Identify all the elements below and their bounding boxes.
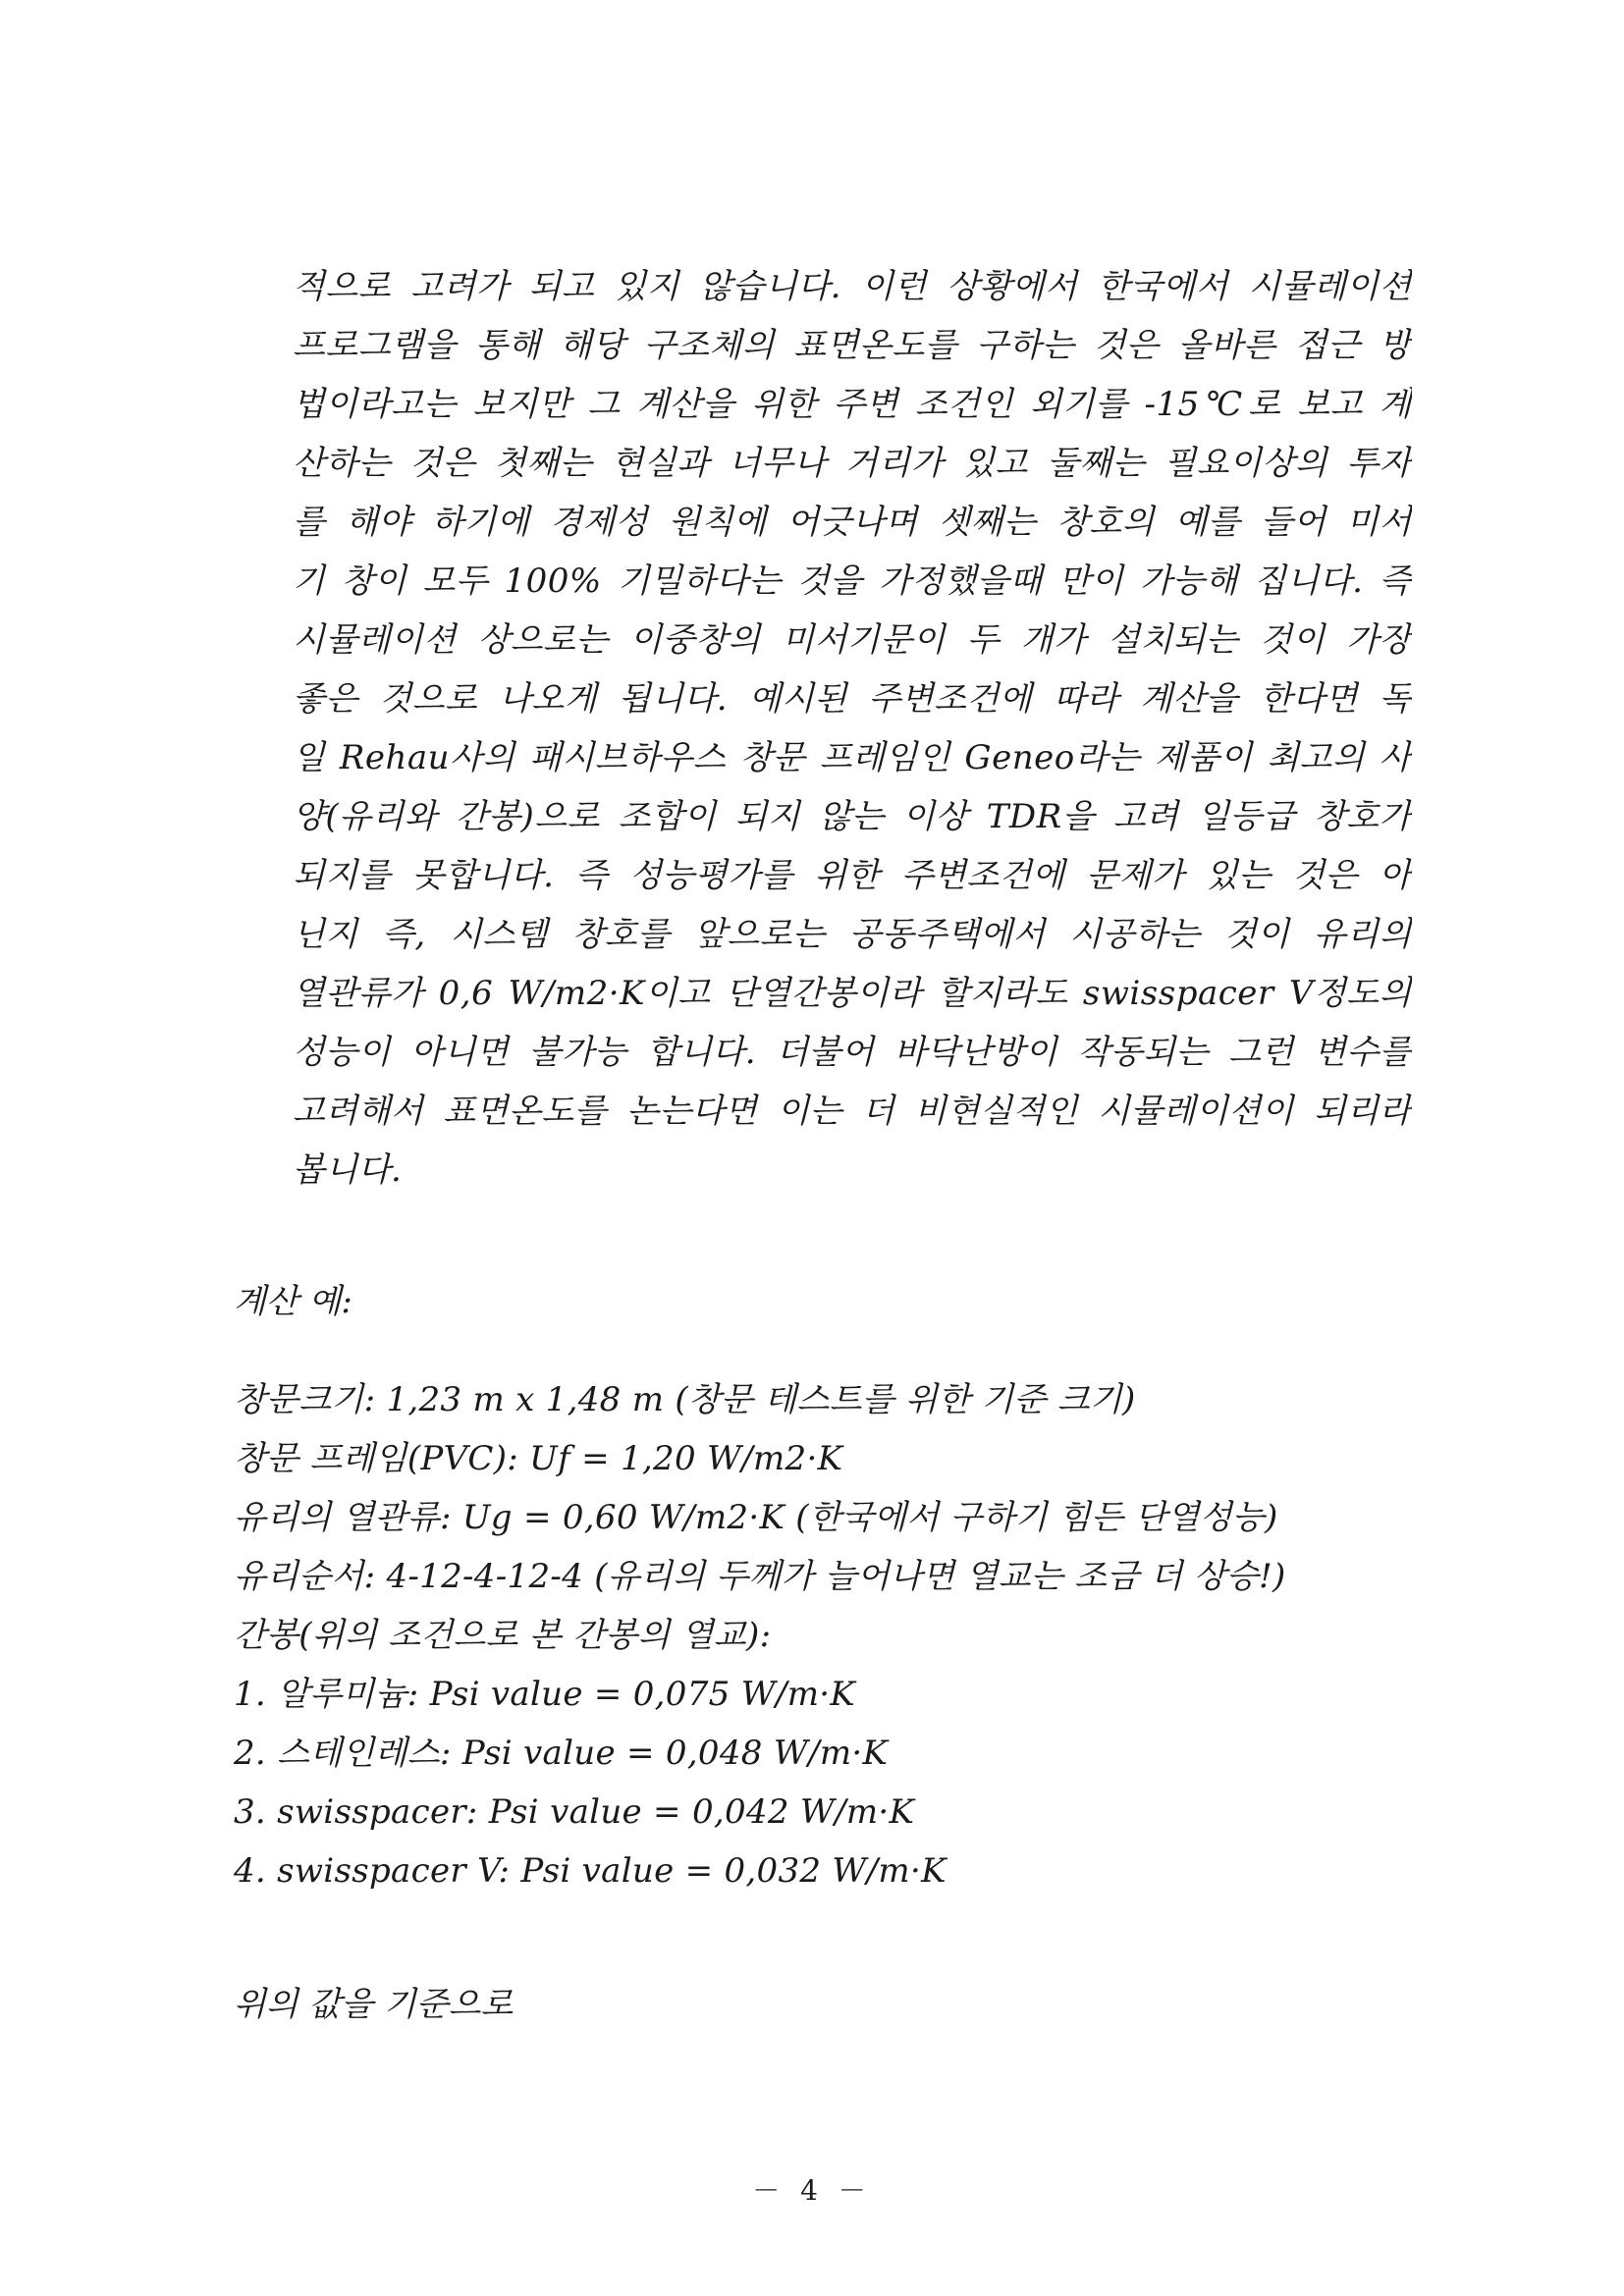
calc-line: 1. 알루미늄: Psi value = 0,075 W/m·K (234, 1675, 856, 1714)
calc-heading: 계산 예: (234, 1282, 352, 1321)
page-number: － 4 － (752, 2174, 872, 2207)
paragraph-line: 성능이 아니면 불가능 합니다. 더불어 바닥난방이 작동되는 그런 변수를 (293, 1033, 1412, 1072)
paragraph-line: 고려해서 표면온도를 논는다면 이는 더 비현실적인 시뮬레이션이 되리라 (293, 1092, 1412, 1131)
paragraph-line: 양(유리와 간봉)으로 조합이 되지 않는 이상 TDR을 고려 일등급 창호가 (293, 797, 1412, 836)
calculation-list (234, 1370, 1412, 1900)
paragraph-line: 적으로 고려가 되고 있지 않습니다. 이런 상황에서 한국에서 시뮬레이션 (293, 267, 1412, 306)
calc-line: 창문크기: 1,23 m x 1,48 m (창문 테스트를 위한 기준 크기) (234, 1380, 1136, 1419)
calc-line: 유리순서: 4-12-4-12-4 (유리의 두께가 늘어나면 열교는 조금 더 상승!) (234, 1557, 1286, 1596)
calc-line: 4. swisspacer V: Psi value = 0,032 W/m·K (234, 1851, 947, 1891)
paragraph-line: 열관류가 0,6 W/m2·K이고 단열간봉이라 할지라도 swisspacer V정도의 (293, 974, 1412, 1013)
paragraph-line: 닌지 즉, 시스템 창호를 앞으로는 공동주택에서 시공하는 것이 유리의 (293, 915, 1412, 954)
paragraph-line: 산하는 것은 첫째는 현실과 너무나 거리가 있고 둘째는 필요이상의 투자 (293, 444, 1412, 483)
closing-line: 위의 값을 기준으로 (234, 1985, 514, 2024)
paragraph-line: 기 창이 모두 100% 기밀하다는 것을 가정했을때 만이 가능해 집니다. 즉 (293, 561, 1412, 601)
paragraph-line: 를 해야 하기에 경제성 원칙에 어긋나며 셋째는 창호의 예를 들어 미서 (293, 503, 1412, 542)
calc-line: 간봉(위의 조건으로 본 간봉의 열교): (234, 1616, 772, 1655)
paragraph-line: 시뮬레이션 상으로는 이중창의 미서기문이 두 개가 설치되는 것이 가장 (293, 620, 1412, 660)
calc-line: 창문 프레임(PVC): Uf = 1,20 W/m2·K (234, 1439, 843, 1478)
paragraph-line: 봅니다. (293, 1150, 403, 1190)
paragraph-line: 좋은 것으로 나오게 됩니다. 예시된 주변조건에 따라 계산을 한다면 독 (293, 679, 1412, 719)
paragraph-line: 되지를 못합니다. 즉 성능평가를 위한 주변조건에 문제가 있는 것은 아 (293, 856, 1412, 895)
paragraph-line: 일 Rehau사의 패시브하우스 창문 프레임인 Geneo라는 제품이 최고의 사 (293, 738, 1412, 777)
calc-line: 2. 스테인레스: Psi value = 0,048 W/m·K (234, 1734, 889, 1773)
paragraph-line: 프로그램을 통해 해당 구조체의 표면온도를 구하는 것은 올바른 접근 방 (293, 326, 1412, 365)
paragraph-line: 법이라고는 보지만 그 계산을 위한 주변 조건인 외기를 -15℃로 보고 계 (293, 385, 1412, 424)
calc-line: 유리의 열관류: Ug = 0,60 W/m2·K (한국에서 구하기 힘든 단열성능) (234, 1498, 1278, 1537)
indented-paragraph (293, 257, 1412, 1200)
calc-line: 3. swisspacer: Psi value = 0,042 W/m·K (234, 1792, 915, 1832)
